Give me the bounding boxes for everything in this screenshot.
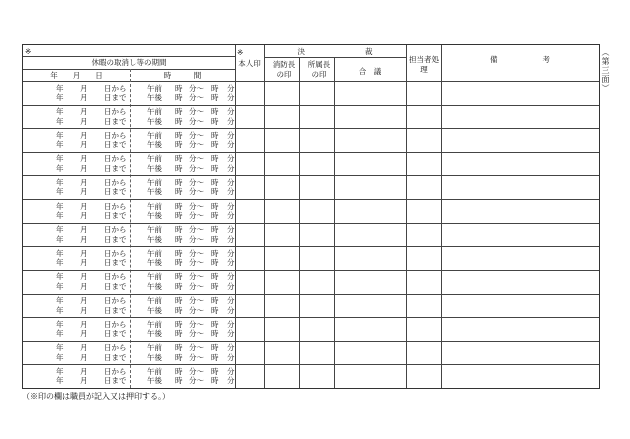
- hour-label: 時: [211, 187, 219, 197]
- from-label: 日から: [104, 107, 127, 117]
- month-label: 月: [80, 258, 88, 268]
- pm-label: 午後: [147, 376, 162, 386]
- month-label: 月: [80, 248, 88, 258]
- col-line-6: [441, 45, 442, 388]
- pm-label: 午後: [147, 234, 162, 244]
- am-label: 午前: [147, 225, 162, 235]
- hour-label: 時: [175, 130, 183, 140]
- month-label: 月: [80, 296, 88, 306]
- hour-label: 時: [211, 177, 219, 187]
- minute-label: 分: [227, 225, 235, 235]
- period-title: 休暇の取消し等の期間: [91, 58, 167, 67]
- year-label: 年: [56, 154, 64, 164]
- minute-from-label: 分〜: [189, 201, 204, 211]
- from-label: 日から: [104, 248, 127, 258]
- from-label: 日から: [104, 272, 127, 282]
- minute-label: 分: [227, 305, 235, 315]
- until-label: 日まで: [104, 116, 127, 126]
- minute-label: 分: [227, 296, 235, 306]
- minute-from-label: 分〜: [189, 107, 204, 117]
- hour-label: 時: [211, 201, 219, 211]
- minute-label: 分: [227, 258, 235, 268]
- minute-label: 分: [227, 93, 235, 102]
- minute-from-label: 分〜: [189, 187, 204, 197]
- hour-label: 時: [211, 83, 219, 93]
- until-label: 日まで: [104, 187, 127, 197]
- approval-header: 決 裁: [297, 47, 373, 56]
- hour-label: 時: [175, 83, 183, 93]
- until-label: 日まで: [104, 211, 127, 221]
- minute-from-label: 分〜: [189, 234, 204, 244]
- year-label: 年: [56, 234, 64, 244]
- am-label: 午前: [147, 319, 162, 329]
- minute-from-label: 分〜: [189, 116, 204, 126]
- minute-from-label: 分〜: [189, 305, 204, 315]
- year-label: 年: [56, 163, 64, 173]
- month-label: 月: [80, 163, 88, 173]
- until-label: 日まで: [104, 352, 127, 362]
- row-divider: [23, 364, 599, 365]
- hour-label: 時: [175, 211, 183, 221]
- hour-label: 時: [211, 305, 219, 315]
- until-label: 日まで: [104, 163, 127, 173]
- year-label: 年: [56, 296, 64, 306]
- col-line-5: [406, 45, 407, 388]
- header-bottom: [23, 81, 599, 82]
- hour-label: 時: [211, 140, 219, 150]
- month-label: 月: [80, 234, 88, 244]
- minute-label: 分: [227, 177, 235, 187]
- hour-label: 時: [175, 107, 183, 117]
- am-label: 午前: [147, 130, 162, 140]
- minute-from-label: 分〜: [189, 248, 204, 258]
- minute-from-label: 分〜: [189, 177, 204, 187]
- hour-label: 時: [211, 163, 219, 173]
- col-line-2: [264, 45, 265, 388]
- mark-right: ※: [237, 48, 244, 57]
- minute-from-label: 分〜: [189, 343, 204, 353]
- minute-from-label: 分〜: [189, 130, 204, 140]
- time-header: 時 間: [163, 71, 202, 80]
- minute-label: 分: [227, 83, 235, 93]
- am-label: 午前: [147, 154, 162, 164]
- minute-label: 分: [227, 130, 235, 140]
- from-label: 日から: [104, 319, 127, 329]
- hour-label: 時: [211, 329, 219, 339]
- until-label: 日まで: [104, 140, 127, 150]
- am-label: 午前: [147, 177, 162, 187]
- am-label: 午前: [147, 272, 162, 282]
- month-label: 月: [80, 201, 88, 211]
- hour-label: 時: [175, 201, 183, 211]
- own-seal-header: 本人印: [238, 59, 261, 68]
- am-label: 午前: [147, 201, 162, 211]
- month-label: 月: [80, 177, 88, 187]
- month-label: 月: [80, 329, 88, 339]
- person-in-charge-header: 担当者処理: [409, 55, 439, 74]
- year-label: 年: [56, 201, 64, 211]
- minute-label: 分: [227, 366, 235, 376]
- minute-from-label: 分〜: [189, 93, 204, 102]
- minute-from-label: 分〜: [189, 376, 204, 386]
- year-label: 年: [56, 225, 64, 235]
- row-divider: [23, 105, 599, 106]
- pm-label: 午後: [147, 211, 162, 221]
- hour-label: 時: [211, 211, 219, 221]
- dept-seal-header: 所属長の印: [307, 60, 331, 79]
- hour-label: 時: [175, 177, 183, 187]
- minute-label: 分: [227, 329, 235, 339]
- minute-from-label: 分〜: [189, 163, 204, 173]
- hour-label: 時: [175, 163, 183, 173]
- from-label: 日から: [104, 225, 127, 235]
- hour-label: 時: [175, 154, 183, 164]
- hour-label: 時: [175, 140, 183, 150]
- hour-label: 時: [211, 248, 219, 258]
- hour-label: 時: [211, 225, 219, 235]
- hour-label: 時: [175, 234, 183, 244]
- from-label: 日から: [104, 130, 127, 140]
- date-header: 年 月 日: [50, 71, 103, 80]
- minute-label: 分: [227, 343, 235, 353]
- minute-from-label: 分〜: [189, 296, 204, 306]
- row-divider: [23, 317, 599, 318]
- month-label: 月: [80, 225, 88, 235]
- year-label: 年: [56, 187, 64, 197]
- minute-label: 分: [227, 154, 235, 164]
- month-label: 月: [80, 281, 88, 291]
- minute-from-label: 分〜: [189, 329, 204, 339]
- pm-label: 午後: [147, 352, 162, 362]
- month-label: 月: [80, 130, 88, 140]
- am-label: 午前: [147, 107, 162, 117]
- until-label: 日まで: [104, 305, 127, 315]
- pm-label: 午後: [147, 281, 162, 291]
- remarks-header: 備 考: [490, 55, 550, 64]
- hour-label: 時: [175, 272, 183, 282]
- col-line-1: [235, 45, 236, 388]
- approval-divider: [264, 57, 406, 58]
- minute-from-label: 分〜: [189, 225, 204, 235]
- year-label: 年: [56, 281, 64, 291]
- until-label: 日まで: [104, 93, 127, 102]
- minute-from-label: 分〜: [189, 154, 204, 164]
- hour-label: 時: [211, 234, 219, 244]
- mark-left: ※: [25, 47, 32, 56]
- consultation-header: 合 議: [358, 67, 382, 76]
- year-label: 年: [56, 177, 64, 187]
- month-label: 月: [80, 343, 88, 353]
- month-label: 月: [80, 376, 88, 386]
- year-label: 年: [56, 211, 64, 221]
- hour-label: 時: [175, 281, 183, 291]
- am-label: 午前: [147, 83, 162, 93]
- pm-label: 午後: [147, 329, 162, 339]
- year-label: 年: [56, 319, 64, 329]
- month-label: 月: [80, 319, 88, 329]
- pm-label: 午後: [147, 305, 162, 315]
- hour-label: 時: [175, 366, 183, 376]
- hour-label: 時: [175, 225, 183, 235]
- minute-label: 分: [227, 201, 235, 211]
- month-label: 月: [80, 211, 88, 221]
- hour-label: 時: [211, 116, 219, 126]
- footnote: （※印の欄は職員が記入又は押印する。）: [22, 392, 170, 401]
- minute-label: 分: [227, 319, 235, 329]
- am-label: 午前: [147, 248, 162, 258]
- month-label: 月: [80, 352, 88, 362]
- year-label: 年: [56, 343, 64, 353]
- hour-label: 時: [211, 296, 219, 306]
- from-label: 日から: [104, 343, 127, 353]
- year-label: 年: [56, 272, 64, 282]
- pm-label: 午後: [147, 93, 162, 102]
- hour-label: 時: [211, 107, 219, 117]
- row-divider: [23, 294, 599, 295]
- am-label: 午前: [147, 296, 162, 306]
- year-label: 年: [56, 366, 64, 376]
- hour-label: 時: [211, 376, 219, 386]
- hour-label: 時: [175, 187, 183, 197]
- hour-label: 時: [211, 93, 219, 102]
- month-label: 月: [80, 272, 88, 282]
- minute-from-label: 分〜: [189, 258, 204, 268]
- month-label: 月: [80, 366, 88, 376]
- year-label: 年: [56, 248, 64, 258]
- hour-label: 時: [211, 258, 219, 268]
- from-label: 日から: [104, 201, 127, 211]
- minute-label: 分: [227, 272, 235, 282]
- pm-label: 午後: [147, 258, 162, 268]
- minute-label: 分: [227, 211, 235, 221]
- hour-label: 時: [211, 366, 219, 376]
- am-label: 午前: [147, 366, 162, 376]
- row-divider: [23, 270, 599, 271]
- chief-seal-header: 消防長の印: [272, 60, 296, 79]
- minute-label: 分: [227, 281, 235, 291]
- am-label: 午前: [147, 343, 162, 353]
- minute-label: 分: [227, 248, 235, 258]
- minute-label: 分: [227, 116, 235, 126]
- minute-label: 分: [227, 234, 235, 244]
- minute-label: 分: [227, 140, 235, 150]
- hour-label: 時: [175, 248, 183, 258]
- month-label: 月: [80, 83, 88, 93]
- hour-label: 時: [175, 93, 183, 102]
- hour-label: 時: [175, 329, 183, 339]
- minute-label: 分: [227, 376, 235, 386]
- row-divider: [23, 223, 599, 224]
- minute-label: 分: [227, 107, 235, 117]
- minute-from-label: 分〜: [189, 366, 204, 376]
- year-label: 年: [56, 376, 64, 386]
- minute-from-label: 分〜: [189, 352, 204, 362]
- hour-label: 時: [175, 258, 183, 268]
- pm-label: 午後: [147, 187, 162, 197]
- hour-label: 時: [211, 281, 219, 291]
- minute-from-label: 分〜: [189, 140, 204, 150]
- hour-label: 時: [211, 352, 219, 362]
- until-label: 日まで: [104, 281, 127, 291]
- year-label: 年: [56, 305, 64, 315]
- pm-label: 午後: [147, 116, 162, 126]
- month-label: 月: [80, 107, 88, 117]
- page-side-label: （第三面）: [601, 48, 610, 93]
- month-label: 月: [80, 93, 88, 102]
- minute-label: 分: [227, 163, 235, 173]
- minute-label: 分: [227, 352, 235, 362]
- year-label: 年: [56, 329, 64, 339]
- from-label: 日から: [104, 83, 127, 93]
- minute-from-label: 分〜: [189, 83, 204, 93]
- from-label: 日から: [104, 296, 127, 306]
- year-label: 年: [56, 130, 64, 140]
- until-label: 日まで: [104, 329, 127, 339]
- hour-label: 時: [175, 305, 183, 315]
- hour-label: 時: [211, 154, 219, 164]
- from-label: 日から: [104, 366, 127, 376]
- row-divider: [23, 199, 599, 200]
- year-label: 年: [56, 258, 64, 268]
- hour-label: 時: [175, 376, 183, 386]
- from-label: 日から: [104, 177, 127, 187]
- minute-from-label: 分〜: [189, 211, 204, 221]
- pm-label: 午後: [147, 163, 162, 173]
- hour-label: 時: [175, 343, 183, 353]
- month-label: 月: [80, 116, 88, 126]
- row-divider: [23, 175, 599, 176]
- header-divider-top: [23, 56, 235, 57]
- hour-label: 時: [175, 352, 183, 362]
- form-table: [22, 44, 600, 389]
- month-label: 月: [80, 305, 88, 315]
- hour-label: 時: [211, 130, 219, 140]
- hour-label: 時: [175, 116, 183, 126]
- from-label: 日から: [104, 154, 127, 164]
- hour-label: 時: [211, 272, 219, 282]
- minute-from-label: 分〜: [189, 319, 204, 329]
- year-label: 年: [56, 83, 64, 93]
- year-label: 年: [56, 352, 64, 362]
- year-label: 年: [56, 107, 64, 117]
- row-divider: [23, 152, 599, 153]
- minute-from-label: 分〜: [189, 272, 204, 282]
- row-divider: [23, 128, 599, 129]
- until-label: 日まで: [104, 258, 127, 268]
- hour-label: 時: [175, 296, 183, 306]
- month-label: 月: [80, 154, 88, 164]
- hour-label: 時: [175, 319, 183, 329]
- minute-from-label: 分〜: [189, 281, 204, 291]
- until-label: 日まで: [104, 234, 127, 244]
- year-label: 年: [56, 140, 64, 150]
- year-label: 年: [56, 93, 64, 102]
- pm-label: 午後: [147, 140, 162, 150]
- minute-label: 分: [227, 187, 235, 197]
- hour-label: 時: [211, 319, 219, 329]
- year-label: 年: [56, 116, 64, 126]
- month-label: 月: [80, 187, 88, 197]
- row-divider: [23, 341, 599, 342]
- until-label: 日まで: [104, 376, 127, 386]
- row-divider: [23, 246, 599, 247]
- hour-label: 時: [211, 343, 219, 353]
- month-label: 月: [80, 140, 88, 150]
- header-divider-mid: [23, 69, 235, 70]
